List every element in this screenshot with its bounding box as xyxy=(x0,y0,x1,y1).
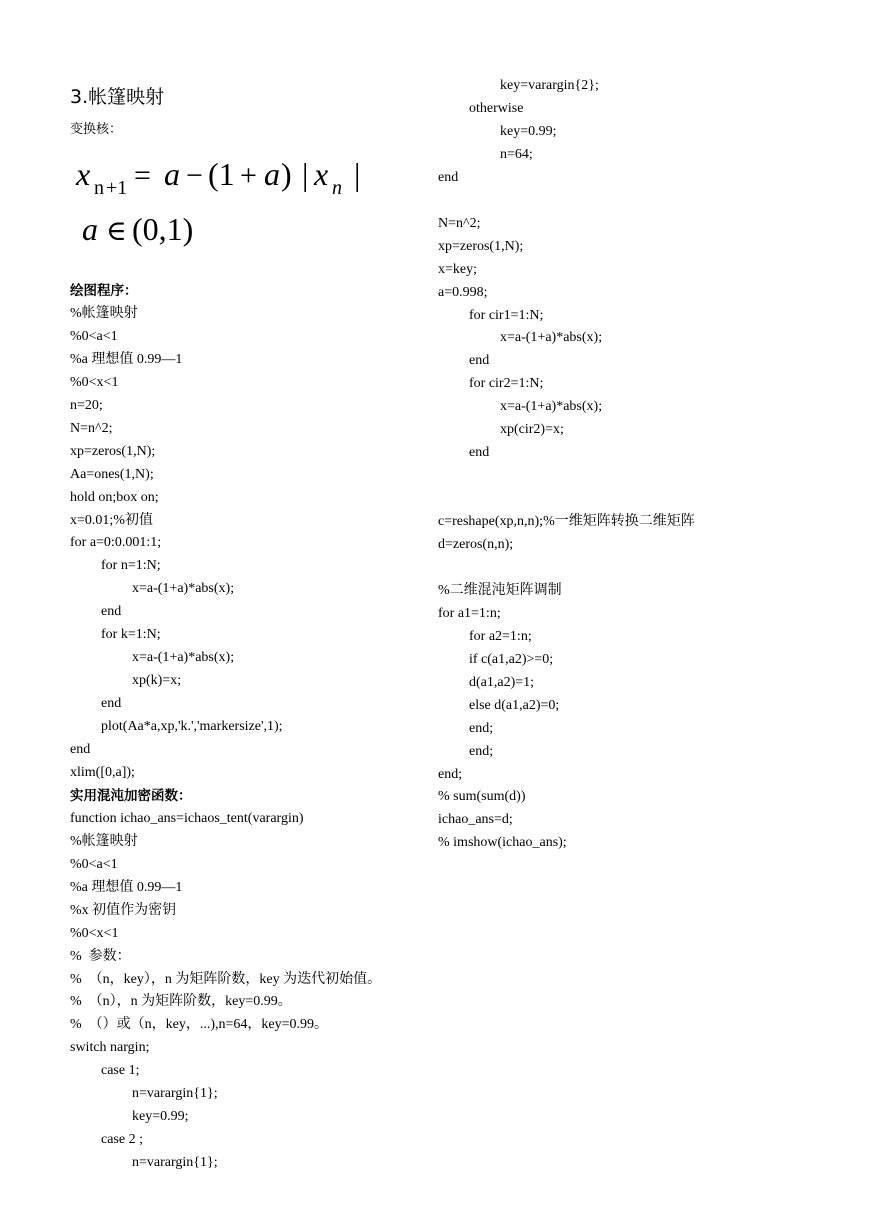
left-code-line: N=n^2; xyxy=(70,420,113,436)
right-code-line: end xyxy=(469,445,490,461)
left-code-line: %0<a<1 xyxy=(70,856,118,872)
right-code-line: for a2=1:n; xyxy=(469,628,532,644)
left-code-line: %a 理想值 0.99—1 xyxy=(70,879,183,895)
left-code-line: %帐篷映射 xyxy=(70,833,138,849)
right-code-line: d(a1,a2)=1; xyxy=(469,674,535,690)
kernel-label: 变换核： xyxy=(70,122,123,137)
right-code-line: x=a-(1+a)*abs(x); xyxy=(500,399,603,415)
left-code-line: n=20; xyxy=(70,397,103,413)
right-code-line: xp=zeros(1,N); xyxy=(438,238,524,254)
svg-text:a: a xyxy=(82,211,98,247)
right-code-line: key=varargin{2}; xyxy=(500,78,599,93)
left-code-line: for k=1:N; xyxy=(101,627,161,643)
svg-text:n: n xyxy=(94,177,104,199)
right-code-line: for cir2=1:N; xyxy=(469,376,544,392)
svg-text:(0,1): (0,1) xyxy=(132,211,194,247)
right-code-line: end; xyxy=(469,720,494,736)
right-code-line: c=reshape(xp,n,n);%一维矩阵转换二维矩阵 xyxy=(438,514,695,530)
svg-text:x: x xyxy=(76,156,91,192)
left-code-line: case 2 ; xyxy=(101,1132,143,1148)
left-code-line: % 参数： xyxy=(70,948,131,964)
left-code-line: %a 理想值 0.99—1 xyxy=(70,351,183,367)
left-code-line: x=0.01;%初值 xyxy=(70,512,153,528)
right-code-line: end; xyxy=(469,743,494,759)
left-code-line: xlim([0,a]); xyxy=(70,764,135,780)
right-code-line: if c(a1,a2)>=0; xyxy=(469,651,554,667)
formula-line-2 xyxy=(82,211,193,247)
right-code-line: ichao_ans=d; xyxy=(438,812,513,828)
left-code-line: end xyxy=(101,604,122,620)
left-code-line: x=a-(1+a)*abs(x); xyxy=(132,581,235,597)
left-code-line: plot(Aa*a,xp,'k.','markersize',1); xyxy=(101,719,283,735)
svg-text:+: + xyxy=(240,159,257,192)
left-code-line: 绘图程序： xyxy=(70,283,138,299)
left-code-line: hold on;box on; xyxy=(70,489,159,505)
left-code-line: %0<x<1 xyxy=(70,925,119,941)
right-code-line: end; xyxy=(438,766,463,782)
left-code-line: end xyxy=(70,742,91,757)
left-code-line: % （n），n 为矩阵阶数，key=0.99。 xyxy=(70,994,292,1010)
left-code-line: Aa=ones(1,N); xyxy=(70,466,154,482)
svg-text:(1: (1 xyxy=(208,156,235,192)
right-code-line: xp(cir2)=x; xyxy=(500,422,564,438)
left-code-line: case 1; xyxy=(101,1063,140,1079)
left-code-line: %0<x<1 xyxy=(70,374,119,390)
formula-svg xyxy=(74,150,394,260)
left-code-line: end xyxy=(101,696,122,712)
left-code-line: xp=zeros(1,N); xyxy=(70,443,156,459)
left-code-line: 实用混沌加密函数： xyxy=(70,787,192,804)
right-code-line: key=0.99; xyxy=(500,123,557,139)
right-code-line: for cir1=1:N; xyxy=(469,307,544,323)
left-code-line: function ichao_ans=ichaos_tent(varargin) xyxy=(70,810,304,826)
right-code-line: d=zeros(n,n); xyxy=(438,537,514,552)
right-code-line: x=a-(1+a)*abs(x); xyxy=(500,330,603,346)
left-code-line: % （）或（n，key，...),n=64，key=0.99。 xyxy=(70,1017,329,1033)
formula-block xyxy=(74,150,394,260)
right-code-line: a=0.998; xyxy=(438,284,488,300)
svg-text:|: | xyxy=(354,156,361,192)
right-code-line: n=64; xyxy=(500,146,533,162)
svg-text:a: a xyxy=(264,156,280,192)
svg-text:∈: ∈ xyxy=(106,216,127,247)
formula-line-1 xyxy=(75,156,360,199)
right-code-line: otherwise xyxy=(469,100,524,116)
svg-text:a: a xyxy=(164,156,180,192)
svg-text:−: − xyxy=(186,159,203,192)
left-code-line: key=0.99; xyxy=(132,1109,189,1125)
svg-text:x: x xyxy=(314,156,329,192)
left-code-line: xp(k)=x; xyxy=(132,673,182,689)
left-code-line: %x 初值作为密钥 xyxy=(70,902,177,918)
right-code-line: N=n^2; xyxy=(438,215,481,231)
section-title: 3.帐篷映射 xyxy=(70,86,165,108)
right-code-line: x=key; xyxy=(438,261,477,277)
left-code-line: n=varargin{1}; xyxy=(132,1155,218,1171)
svg-text:): ) xyxy=(281,156,292,192)
right-code-line: % imshow(ichao_ans); xyxy=(438,835,567,851)
left-code-line: %帐篷映射 xyxy=(70,305,138,321)
left-code-line: for n=1:N; xyxy=(101,558,161,574)
left-code-line: n=varargin{1}; xyxy=(132,1086,218,1102)
left-code-line: %0<a<1 xyxy=(70,328,118,344)
svg-text:|: | xyxy=(302,156,309,192)
left-code-line: % （n，key），n 为矩阵阶数，key 为迭代初始值。 xyxy=(70,971,382,987)
svg-text:n: n xyxy=(332,177,342,199)
left-code-line: switch nargin; xyxy=(70,1040,150,1056)
left-code-line: x=a-(1+a)*abs(x); xyxy=(132,650,235,666)
right-code-line: % sum(sum(d)) xyxy=(438,789,526,805)
right-code-line: for a1=1:n; xyxy=(438,605,501,621)
left-code-line: for a=0:0.001:1; xyxy=(70,535,162,551)
svg-text:+1: +1 xyxy=(106,177,128,199)
right-code-line: end xyxy=(438,169,459,185)
svg-text:=: = xyxy=(134,159,151,192)
right-code-line: end xyxy=(469,353,490,369)
right-code-line: else d(a1,a2)=0; xyxy=(469,697,560,713)
right-code-line: %二维混沌矩阵调制 xyxy=(438,582,562,598)
